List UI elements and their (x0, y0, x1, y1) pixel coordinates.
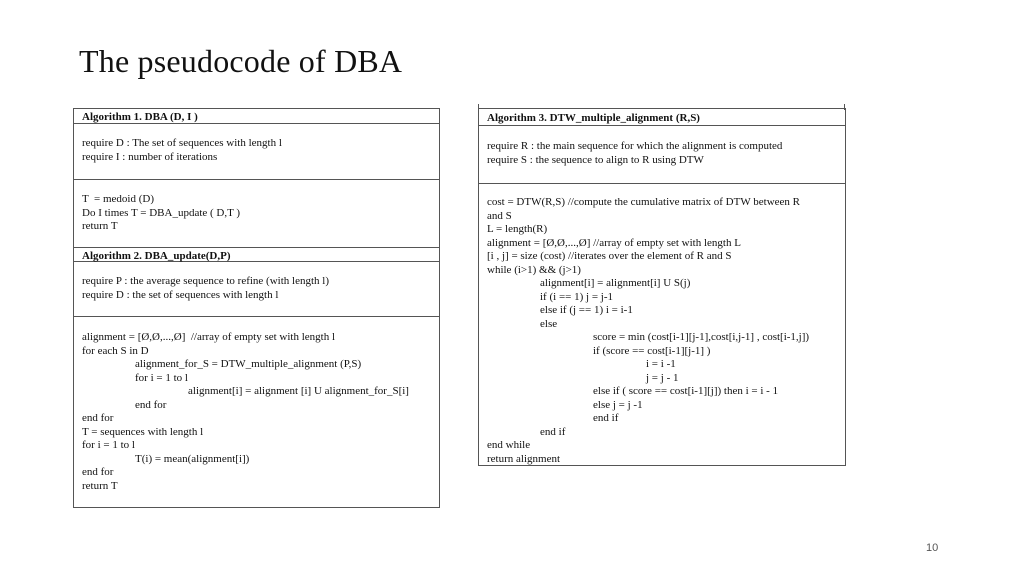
algorithm-2-requires (74, 261, 439, 316)
algorithm-2-body-line: T = sequences with length l (82, 425, 204, 438)
algorithm-3-body (479, 183, 845, 466)
algorithm-3-body-line: i = i -1 (646, 358, 676, 370)
slide-title: The pseudocode of DBA (79, 43, 403, 79)
algorithm-1-title: Algorithm 1. DBA (D, I ) (82, 111, 198, 123)
algorithm-3-body-line: else j = j -1 (593, 398, 643, 411)
algorithm-1-body (74, 179, 439, 247)
algorithm-2-title: Algorithm 2. DBA_update(D,P) (82, 250, 231, 262)
algorithm-1-body-line: Do I times T = DBA_update ( D,T ) (82, 206, 241, 219)
algorithm-2-body (74, 316, 439, 508)
algorithm-2-body-line: T(i) = mean(alignment[i]) (135, 452, 250, 465)
algorithm-3-body-line: if (i == 1) j = j-1 (540, 290, 613, 303)
algorithm-3-body-line: return alignment (487, 452, 561, 465)
algorithm-3-body-line: cost = DTW(R,S) //compute the cumulative matrix of DTW between R (487, 196, 801, 208)
algorithm-1-body-line: T = medoid (D) (82, 193, 154, 205)
algorithm-3-panel (478, 108, 846, 466)
algorithm-1-requires (74, 123, 439, 179)
algorithm-3-body-line: L = length(R) (487, 223, 548, 235)
algorithm-3-body-line: else (540, 317, 558, 330)
algorithm-2-body-line: for i = 1 to l (135, 371, 188, 384)
algorithm-3-body-line: score = min (cost[i-1][j-1],cost[i,j-1] , cost[i-1,j]) (593, 331, 810, 343)
algorithm-3-body-line: alignment = [Ø,Ø,...,Ø] //array of empty set with length L (487, 236, 741, 249)
algorithm-3-body-line: end while (487, 439, 531, 451)
algorithm-3-body-line: else if ( score == cost[i-1][j]) then i = i - 1 (593, 385, 779, 397)
algorithm-2-body-line: alignment = [Ø,Ø,...,Ø] //array of empty set with length l (82, 331, 336, 343)
algorithm-3-header (479, 108, 845, 125)
algorithm-2-body-line: alignment[i] = alignment [i] U alignment_for_S[i] (188, 385, 409, 397)
algorithm-2-body-line: end for (82, 412, 114, 424)
algorithm-3-body-line: j = j - 1 (646, 371, 679, 384)
algorithm-3-body-line: else if (j == 1) i = i-1 (540, 304, 633, 316)
algorithm-1-require-line: require I : number of iterations (82, 150, 218, 163)
algorithm-3-body-line: end if (593, 412, 619, 424)
algorithm-3-requires (479, 125, 845, 183)
algorithm-2-body-line: for each S in D (82, 344, 149, 357)
algorithm-3-body-line: while (i>1) && (j>1) (487, 263, 581, 276)
algorithm-2-body-line: for i = 1 to l (82, 439, 135, 451)
algorithm-3-body-line: alignment[i] = alignment[i] U S(j) (540, 277, 691, 289)
algorithm-1-2-panel (73, 108, 440, 508)
algorithm-2-body-line: end for (82, 466, 114, 478)
algorithm-3-body-line: if (score == cost[i-1][j-1] ) (593, 344, 711, 357)
algorithm-3-body-line: and S (487, 209, 512, 222)
algorithm-3-require-line: require S : the sequence to align to R using DTW (487, 153, 704, 166)
algorithm-2-require-line: require P : the average sequence to refine (with length l) (82, 275, 329, 287)
algorithm-3-body-line: end if (540, 425, 566, 438)
algorithm-2-require-line: require D : the set of sequences with length l (82, 288, 279, 301)
algorithm-1-require-line: require D : The set of sequences with length l (82, 137, 282, 149)
algorithm-3-body-line: [i , j] = size (cost) //iterates over the element of R and S (487, 250, 732, 262)
algorithm-1-body-line: return T (82, 220, 118, 232)
algorithm-3-require-line: require R : the main sequence for which the alignment is computed (487, 140, 783, 152)
algorithm-2-body-line: alignment_for_S = DTW_multiple_alignment (P,S) (135, 358, 362, 370)
algorithm-2-header (74, 247, 439, 261)
algorithm-3-title: Algorithm 3. DTW_multiple_alignment (R,S) (487, 112, 700, 124)
page-number: 10 (926, 542, 939, 554)
algorithm-2-body-line: return T (82, 479, 118, 492)
algorithm-2-body-line: end for (135, 398, 167, 411)
algorithm-1-header (74, 108, 439, 123)
